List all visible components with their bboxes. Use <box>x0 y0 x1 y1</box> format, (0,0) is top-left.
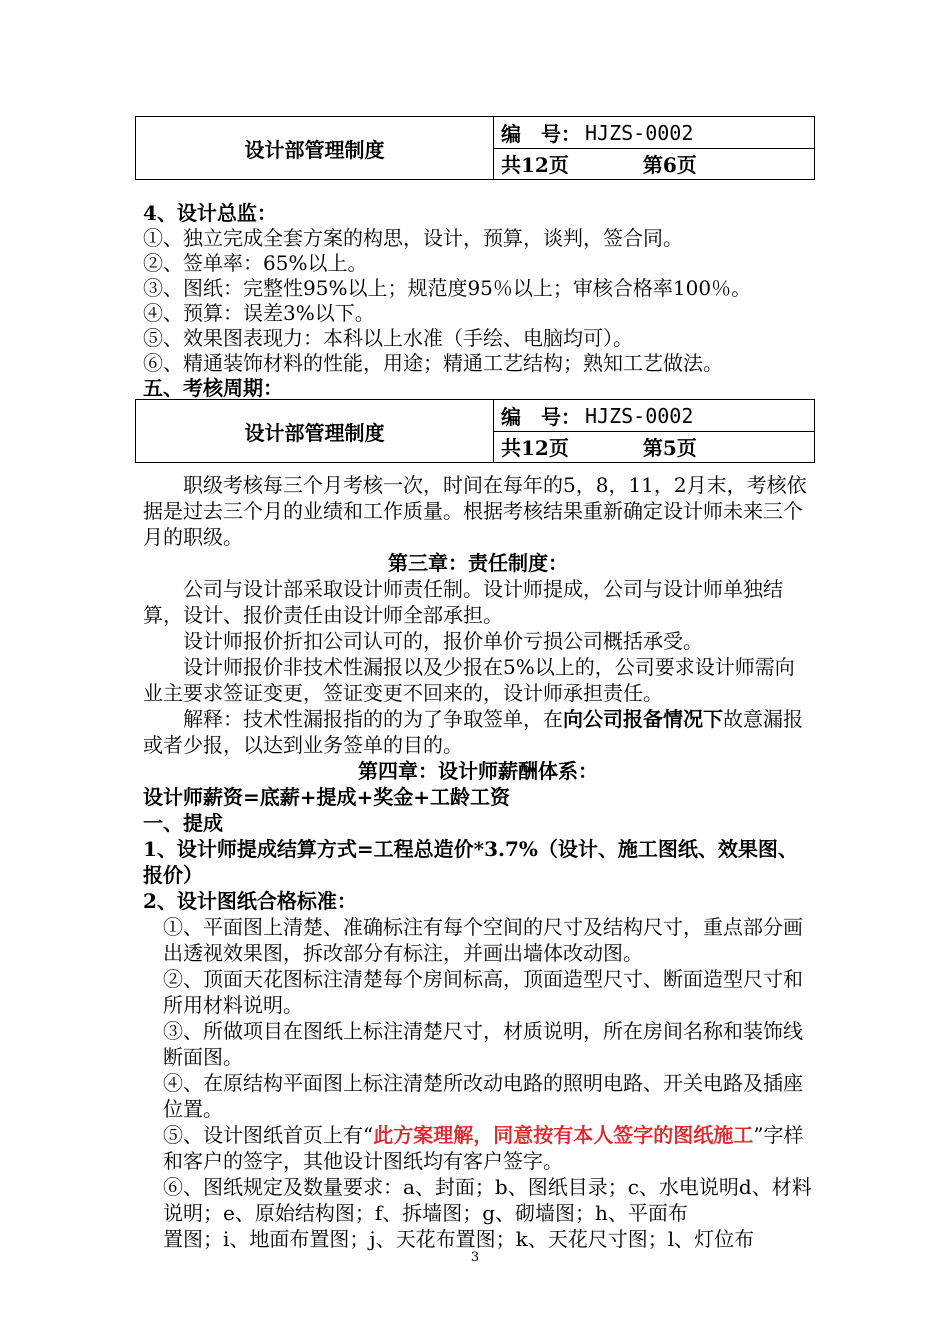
doc-code: HJZS-0002 <box>585 403 694 428</box>
text-run: ”字样和客户的签字，其他设计图纸均有客户签字。 <box>163 1123 804 1173</box>
doc-code-row <box>493 117 814 149</box>
doc-code-row <box>493 400 814 432</box>
paragraph: 设计师报价非技术性漏报以及少报在5%以上的，公司要求设计师需向业主要求签证变更，签证变更不回来的，设计师承担责任。 <box>143 655 795 705</box>
list-item: ①、独立完成全套方案的构思，设计，预算，谈判，签合同。 <box>143 226 683 250</box>
sub-heading: 一、提成 <box>143 811 223 835</box>
salary-formula: 设计师薪资=底薪+提成+奖金+工龄工资 <box>143 785 511 809</box>
sub-heading: 2、设计图纸合格标准： <box>143 889 357 913</box>
list-item: ④、预算：误差3%以下。 <box>143 301 375 325</box>
standard-item: ②、顶面天花图标注清楚每个房间标高，顶面造型尺寸、断面造型尺寸和所用材料说明。 <box>163 967 803 1017</box>
list-item: ⑤、效果图表现力：本科以上水准（手绘、电脑均可）。 <box>143 326 633 350</box>
text-run: 故意漏报或者少报，以达到业务签单的目的。 <box>143 707 803 757</box>
standard-item: ①、平面图上清楚、准确标注有每个空间的尺寸及结构尺寸，重点部分画出透视效果图，拆改部分有标注，并画出墙体改动图。 <box>163 915 803 965</box>
doc-code-label: 编 号： <box>501 405 581 429</box>
standard-item: ③、所做项目在图纸上标注清楚尺寸，材质说明，所在房间名称和装饰线断面图。 <box>163 1019 803 1069</box>
paragraph: 设计师报价折扣公司认可的，报价单价亏损公司概括承受。 <box>183 629 703 653</box>
list-item: ②、签单率：65%以上。 <box>143 251 368 275</box>
standard-item <box>143 1122 813 1174</box>
main-body <box>143 472 813 1252</box>
paragraph <box>143 706 813 758</box>
doc-total-pages: 共12页 <box>501 436 569 460</box>
standard-item-continued: 置图；i、地面布置图；j、天花布置图；k、天花尺寸图；l、灯位布 <box>163 1227 755 1251</box>
doc-page-index: 第6页 <box>642 153 697 177</box>
doc-page-row <box>493 431 814 462</box>
chapter-heading: 第三章：责任制度： <box>388 551 568 575</box>
list-item: ③、图纸：完整性95%以上；规范度95％以上；审核合格率100％。 <box>143 276 752 300</box>
page-number: 3 <box>470 1250 480 1265</box>
section-heading: 五、考核周期： <box>143 376 283 400</box>
doc-page-row <box>493 148 814 179</box>
doc-total-pages: 共12页 <box>501 153 569 177</box>
paragraph: 公司与设计部采取设计师责任制。设计师提成，公司与设计师单独结算，设计、报价责任由设计师全部承担。 <box>143 577 783 627</box>
text-run: ⑤、设计图纸首页上有“ <box>163 1123 374 1147</box>
doc-header-table-2 <box>135 399 815 463</box>
standard-item: ⑥、图纸规定及数量要求：a、封面；b、图纸目录；c、水电说明d、材料说明；e、原始结构图；f、拆墙图；g、砌墙图；h、平面布 <box>163 1175 812 1225</box>
commission-calc: 1、设计师提成结算方式=工程总造价*3.7%（设计、施工图纸、效果图、报价） <box>143 837 798 887</box>
doc-code: HJZS-0002 <box>585 120 694 145</box>
red-bold-run: 此方案理解，同意按有本人签字的图纸施工 <box>373 1123 754 1147</box>
bold-run: 向公司报备情况下 <box>563 707 723 731</box>
list-item: ⑥、精通装饰材料的性能，用途；精通工艺结构；熟知工艺做法。 <box>143 351 723 375</box>
chapter-heading: 第四章：设计师薪酬体系： <box>358 759 598 783</box>
doc-header-title: 设计部管理制度 <box>136 400 494 462</box>
doc-code-label: 编 号： <box>501 122 581 146</box>
review-paragraph: 职级考核每三个月考核一次，时间在每年的5，8，11，2月末，考核依据是过去三个月的业绩和工作质量。根据考核结果重新确定设计师未来三个月的职级。 <box>143 473 807 549</box>
section-design-director <box>143 201 813 401</box>
text-run: 解释：技术性漏报指的的为了争取签单，在 <box>183 707 563 731</box>
doc-header-title: 设计部管理制度 <box>136 117 494 179</box>
standard-item: ④、在原结构平面图上标注清楚所改动电路的照明电路、开关电路及插座位置。 <box>163 1071 803 1121</box>
section-heading: 4、设计总监： <box>143 201 277 225</box>
doc-header-table-1 <box>135 116 815 180</box>
doc-page-index: 第5页 <box>642 436 697 460</box>
